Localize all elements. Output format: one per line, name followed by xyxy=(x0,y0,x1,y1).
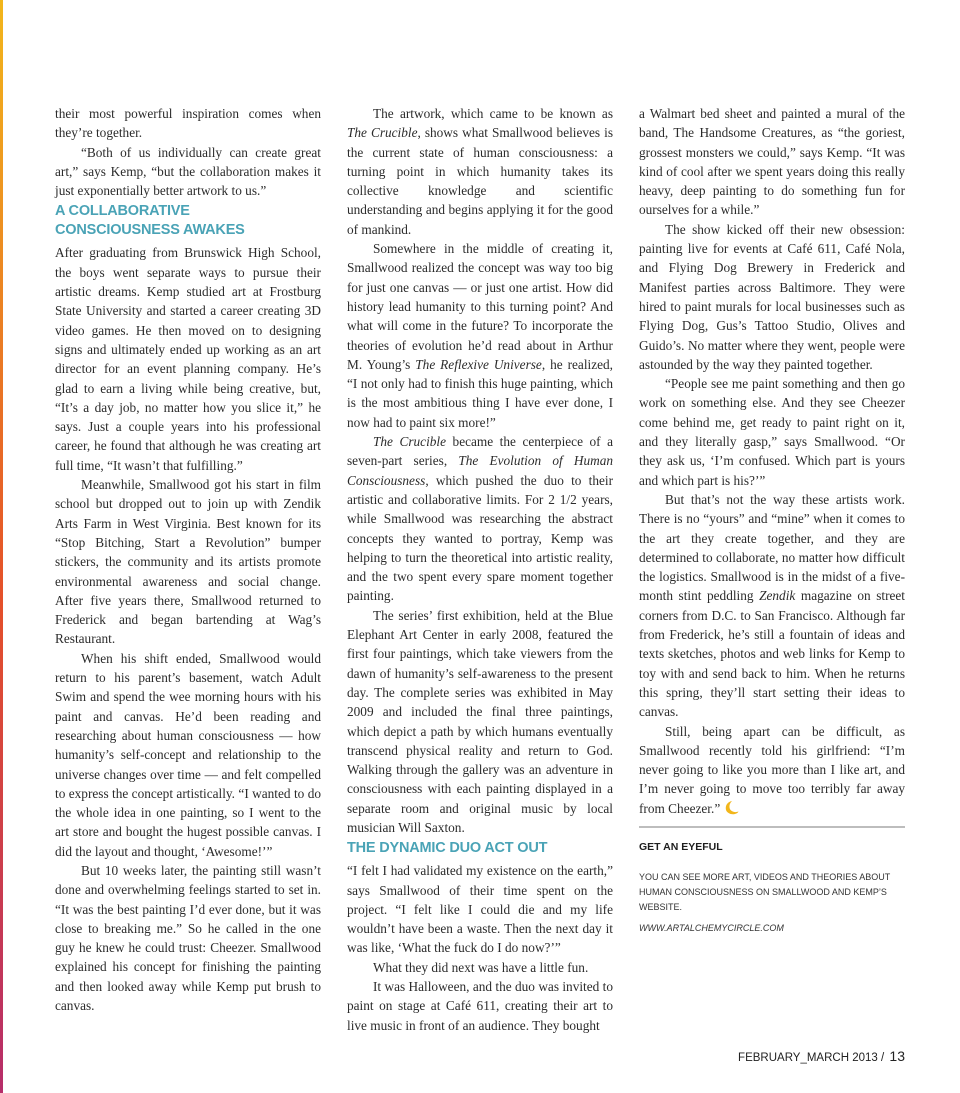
heading-line: CONSCIOUSNESS AWAKES xyxy=(55,222,245,239)
paragraph: When his shift ended, Smallwood would return to his parent’s basement, watch Adult Swim and spend the wee morning hours with his paint and canvas. He’d been reading and researching about human consciousness — how humanity’s self-concept and relationship to the universe changes over time — and felt compelled to express the concept artistically. “I wanted to do the whole idea in one painting, so I went to the art store and bought the hugest possible canvas. I did the layout and thought, ‘Awesome!’” xyxy=(55,650,321,859)
paragraph: “I felt I had validated my existence on the earth,” says Smallwood of their time spent on the project. “I felt like I could die and my life wouldn’t have been a waste. Then the next day it was like, ‘What the fuck do I do now?’” xyxy=(347,863,613,956)
sidebar-title: GET AN EYEFUL xyxy=(639,840,723,853)
paragraph: Still, being apart can be difficult, as Smallwood recently told his girlfriend: “I’m never going to like you more than I like art, and I’m never going to move too terribly far away from Cheezer.” xyxy=(639,723,905,816)
paragraph: What they did next was have a little fun. xyxy=(373,959,589,975)
paragraph: “People see me paint something and then go work on something else. And they see Cheezer come behind me, get ready to paint right on it, and they literally gasp,” says Smallwood. “Or they ask us, ‘I’m confused. Which part is yours and which part is his?’” xyxy=(639,376,905,488)
book-title: The Reflexive Universe xyxy=(415,356,542,372)
paragraph: Somewhere in the middle of creating it, Smallwood realized the concept was way too big for just one canvas — or just one artist. How did history lead humanity to this turning point? And what will come in the future? To incorporate the theories of evolution he’d read about in Arthur M. Young’s The Reflexive Universe, he realized, “I not only had to finish this huge painting, which is the most ambitious thing I have ever done, I now had to paint six more!” xyxy=(347,241,614,430)
artwork-title: The Crucible xyxy=(373,434,447,450)
paragraph: After graduating from Brunswick High School, the boys went separate ways to pursue their artistic dreams. Kemp studied art at Frostburg State University and started a career creating 3D video games. He then moved on to designing signs and ultimately ended up working as an art director for an event planning company. He’s glad to earn a living while being creative, but, “It’s a day job, no matter how you slice it,” he says. Just a couple years into his professional career, he found that although he was creating art full time, “It wasn’t that fulfilling.” xyxy=(55,245,321,473)
paragraph: The Crucible became the centerpiece of a seven-part series, The Evolution of Human Consciousness, which pushed the duo to their artistic and collaborative limits. For 2 1/2 years, while Smallwood was researching the abstract concepts they wanted to portray, Kemp was helping to turn the theoretical into artistic reality, and the two spent every spare moment together painting. xyxy=(347,434,613,604)
sidebar-body: YOU CAN SEE MORE ART, VIDEOS AND THEORIES ABOUT HUMAN CONSCIOUSNESS ON SMALLWOOD AND KEMP’S WEBSITE. xyxy=(639,871,891,912)
issue-date: FEBRUARY_MARCH 2013 xyxy=(738,1052,878,1064)
paragraph: The artwork, which came to be known as The Crucible, shows what Smallwood believes is the current state of human consciousness: a turning point in which humanity takes its collective knowledge and scientific understanding and begins applying it for the good of mankind. xyxy=(347,106,613,237)
page-footer xyxy=(738,1048,905,1064)
paragraph: their most powerful inspiration comes when they’re together. xyxy=(55,106,321,141)
sidebar-get-an-eyeful xyxy=(639,826,905,935)
paragraph: The show kicked off their new obsession: painting live for events at Café 611, Café Nola, and Flying Dog Brewery in Frederick and Manifest parties across Baltimore. They were hired to paint murals for local businesses such as Flying Dog, Gus’s Tattoo Studio, Olives and Guido’s. No matter where they went, people were astounded by the way they painted together. xyxy=(639,221,905,372)
paragraph: “Both of us individually can create great art,” says Kemp, “but the collaboration makes it just exponentially better artwork to us.” xyxy=(55,144,321,199)
artwork-title: The Crucible xyxy=(347,125,418,141)
paragraph: The series’ first exhibition, held at the Blue Elephant Art Center in early 2008, featured the first four paintings, which take viewers from the dawn of humanity’s self-awareness to the present day. The complete series was exhibited in May 2009 and included the final three paintings, which depict a path by which humans eventually transcend physical reality and return to God. Walking through the gallery was an adventure in consciousness with each painting displayed in a separate room and original music by local musician Will Saxton. xyxy=(347,607,613,835)
article-column-3 xyxy=(639,104,905,935)
section-heading-collaborative xyxy=(55,202,321,240)
paragraph: It was Halloween, and the duo was invited to paint on stage at Café 611, creating their art to live music in front of an audience. They bought xyxy=(347,979,613,1033)
page-edge-color-bar xyxy=(0,0,3,1093)
paragraph: Meanwhile, Smallwood got his start in film school but dropped out to join up with Zendik Arts Farm in West Virginia. Best known for its “Stop Bitching, Start a Revolution” bumper stickers, the community and its artists promote environmental awareness and social change. After five years there, Smallwood returned to Frederick and began bartending at Wag’s Restaurant. xyxy=(55,477,321,647)
crescent-moon-icon xyxy=(723,800,739,816)
section-heading-dynamic-duo: THE DYNAMIC DUO ACT OUT xyxy=(347,840,548,857)
website-link[interactable]: WWW.ARTALCHEMYCIRCLE.COM xyxy=(639,922,784,933)
article-column-2 xyxy=(347,104,613,1035)
paragraph: But that’s not the way these artists work. There is no “yours” and “mine” when it comes to the art they create together, and they are determined to collaborate, no matter how difficult the logistics. Smallwood is in the midst of a five-month stint peddling Zendik magazine on street corners from D.C. to San Francisco. Although far from Frederick, he’s still a fountain of ideas and texts sketches, photos and web links for Kemp to toy with and send back to him. When he returns this spring, they’ll start setting their ideas to canvas. xyxy=(639,491,905,720)
article-column-1 xyxy=(55,104,321,1015)
page-number: 13 xyxy=(889,1048,905,1064)
paragraph: a Walmart bed sheet and painted a mural of the band, The Handsome Creatures, as “the goriest, grossest monsters we could,” says Kemp. “It was kind of cool after we spent years doing this really heavy, deep painting to do something fun for ourselves for a while.” xyxy=(639,106,905,218)
heading-line: A COLLABORATIVE xyxy=(55,203,190,220)
magazine-title: Zendik xyxy=(759,588,796,604)
paragraph: But 10 weeks later, the painting still wasn’t done and overwhelming feelings started to set in. “It was the best painting I’d ever done, but it was close to breaking me.” So he called in the one guy he knew he could trust: Cheezer. Smallwood explained his concept for finishing the painting and then looked away while Kemp put brush to canvas. xyxy=(55,862,321,1014)
footer-separator: / xyxy=(881,1052,885,1064)
series-title: The Evolution of Human Consciousness xyxy=(347,453,613,488)
